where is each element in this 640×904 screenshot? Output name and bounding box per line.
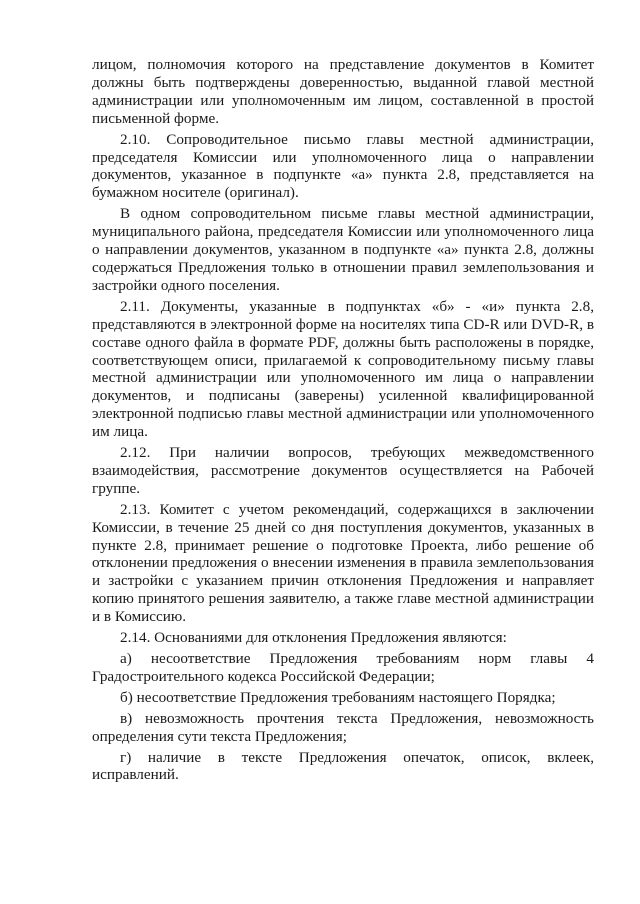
list-item-a: а) несоответствие Предложения требованиям норм главы 4 Градостроительного кодекса Российской Федерации; [92, 650, 594, 685]
list-item-g: г) наличие в тексте Предложения опечаток, описок, вклеек, исправлений. [92, 748, 594, 784]
paragraph-continuation: лицом, полномочия которого на представление документов в Комитет должны быть подтверждены доверенностью, выданной главой местной администрации или уполномоченным им лицом, составленной в простой письменной форме. [92, 56, 594, 127]
paragraph-2-12: 2.12. При наличии вопросов, требующих межведомственного взаимодействия, рассмотрение документов осуществляется на Рабочей группе. [92, 444, 594, 497]
list-item-v: в) невозможность прочтения текста Предложения, невозможность определения сути текста Предложения; [92, 709, 594, 745]
paragraph-2-10: 2.10. Сопроводительное письмо главы местной администрации, председателя Комиссии или уполномоченного лица о направлении документов, указанное в подпункте «а» пункта 2.8, представляется на бумажном носителе (оригинал). [92, 130, 594, 202]
paragraph-2-14: 2.14. Основаниями для отклонения Предложения являются: [120, 629, 507, 647]
document-page [92, 56, 594, 787]
paragraph-2-10-single-letter: В одном сопроводительном письме главы местной администрации, муниципального района, председателя Комиссии или уполномоченного лица о направлении документов, указанном в подпункте «а» пункта 2.8, должны содержаться Предложения только в отношении правил землепользования и застройки одного поселения. [92, 205, 594, 294]
paragraph-2-11: 2.11. Документы, указанные в подпунктах «б» - «и» пункта 2.8, представляются в электронной форме на носителях типа CD-R или DVD-R, в составе одного файла в формате PDF, должны быть расположены в порядке, соответствующем описи, прилагаемой к сопроводительному письму главы местной администрации или уполномоченного им лица о направлении документов, и подписаны (заверены) усиленной квалифицированной электронной подписью главы местной администрации или уполномоченного им лица. [92, 297, 594, 441]
paragraph-2-13: 2.13. Комитет с учетом рекомендаций, содержащихся в заключении Комиссии, в течение 25 дней со дня поступления документов, указанных в пункте 2.8, принимает решение о подготовке Проекта, либо решение об отклонении предложения о внесении изменения в правила землепользования и застройки с указанием причин отклонения Предложения и направляет копию принятого решения заявителю, а также главе местной администрации и в Комиссию. [92, 500, 594, 626]
list-item-b: б) несоответствие Предложения требованиям настоящего Порядка; [120, 688, 556, 706]
